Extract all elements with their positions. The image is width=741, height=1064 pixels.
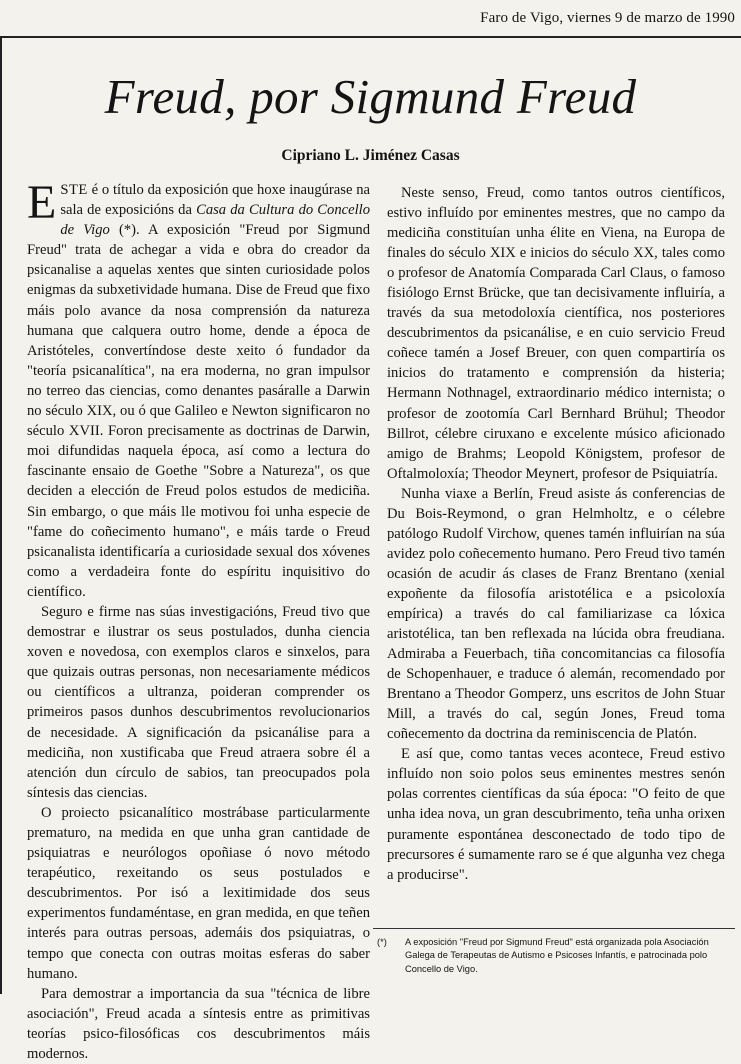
- footnote-text: A exposición "Freud por Sigmund Freud" está organizada pola Asociación Galega de Terapeutas de Autismo e Psicoses Infantís, e patrocinada polo Concello de Vigo.: [405, 937, 709, 974]
- paragraph-7: E así que, como tantas veces acontece, Freud estivo influído non soio polos seus eminentes mestres senón polas correntes científicas da súa época: "O feito de que unha idea nova, un gran descubrimento, teña unha orixen puramente espontánea desconectado de todo tipo de precursores é sumamente raro se é que algunha vez chega a producirse".: [387, 746, 725, 883]
- footnote-mark: (*): [377, 937, 387, 947]
- paragraph-2: Seguro e firme nas súas investigacións, Freud tivo que demostrar e ilustrar os seus postulados, dunha ciencia xoven e novedosa, con exemplos claros e sinxelos, para que quizais outras personas, non necesariamente médicos ou científicos a ultranza, poideran comprender os primeiros pasos dunhos descubrimentos revolucionarios de necesidade. A significación da psicanálise para a mediciña, non xustificaba que Freud atraera sobre él a atención dun círculo de sabios, tan preocupados pola síntesis das ciencias.: [27, 603, 370, 801]
- paragraph-1-text-b: (*). A exposición "Freud por Sigmund Freud" trata de achegar a vida e obra do creador da psicanalise a aquelas xentes que sinten curiosidade polos enigmas da subxetividade humana. Dise de Freud que fixo máis polo avance da nosa comprensión da natureza humana que calquera outro home, dende a época de Aristóteles, convertíndose deste xeito ó fundador da "teoría psicanalítica", na era moderna, no gran impulsor no terreo das ciencias, como denantes pasáralle a Darwin no século XIX, ou ó que Galileo e Newton significaron no século XVII. Foron precisamente as doctrinas de Darwin, moi difundidas naquela época, así como a lectura do fascinante ensaio de Goethe "Sobre a Natureza", os que deciden a elección de Freud polos estudos de mediciña. Sin embargo, o que máis lle motivou foi unha especie de "fame do coñecimento humano", e máis tarde o Freud psicanalista identificaría a curiosidade sexual dos xóvenes como a verdadeira fonte do espíritu inquisitivo do científico.: [27, 222, 370, 600]
- header-rule: [0, 36, 741, 38]
- venue-name: Casa da Cultura do Concello de Vigo: [60, 202, 370, 239]
- column-border: [0, 38, 2, 994]
- newspaper-dateline: Faro de Vigo, viernes 9 de marzo de 1990: [480, 10, 735, 26]
- paragraph-1-text-a: é o título da exposición que hoxe inaugúrase na sala de exposicións da: [60, 182, 370, 219]
- paragraph-4: Para demostrar a importancia da sua "técnica de libre asociación", Freud acada a síntesis entre as primitivas teorías psico-filosóficas cos descubrimentos máis modernos.: [27, 985, 370, 1063]
- article-column-left: [27, 176, 370, 1064]
- article-title: Freud, por Sigmund Freud: [104, 69, 637, 124]
- article-byline: Cipriano L. Jiménez Casas: [281, 147, 460, 164]
- footnote-rule: [373, 928, 735, 929]
- paragraph-1-opening: STE: [60, 182, 88, 198]
- drop-cap: E: [27, 176, 57, 229]
- article-column-right: [387, 183, 725, 885]
- paragraph-5: Neste senso, Freud, como tantos outros científicos, estivo influído por eminentes mestres, que no campo da mediciña constituían unha élite en Viena, na Europa de finales do século XIX e inicios do século XX, tales como o profesor de Anatomía Comparada Carl Claus, o famoso fisiólogo Ernst Brücke, que tan decisivamente influiría, a través da sua metodoloxía científica, nos posteriores descubrimentos da psicanálise, e en cuio servicio Freud coñece tamén a Josef Breuer, con quen compartiría os inicios do tratamento e comprensión da histeria; Hermann Nothnagel, extraordinario médico internista; o profesor de zootomía Carl Bernhard Brühul; Theodor Billrot, célebre ciruxano e excelente músico aficionado amigo de Brahms; Leopold Königstem, profesor de Oftalmoloxía; Theodor Meynert, profesor de Psiquiatría.: [387, 185, 725, 482]
- footnote: [373, 936, 735, 976]
- paragraph-6: Nunha viaxe a Berlín, Freud asiste ás conferencias de Du Bois-Reymond, o gran Helmholtz, e o célebre patólogo Rudolf Virchow, quenes tamén influirían na súa avidez polo coñecemento humano. Pero Freud tivo tamén ocasión de acudir ás clases de Franz Brentano (xenial expoñente da filosofía aristotélica e a psicoloxía empírica) a través do cal familiarizase ca lóxica aristotélica, tan ben reflexada na lúcida obra freudiana. Admiraba a Feuerbach, tiña concomitancias ca filosofía de Schopenhauer, e traduce ó alemán, recomendado por Brentano a Theodor Gomperz, uns escritos de John Stuar Mill, a través do cal, según Jones, Freud toma coñecemento da doctrina da reminiscencia de Platón.: [387, 485, 725, 743]
- paragraph-3: O proiecto psicanalítico mostrábase particularmente prematuro, na medida en que unha gran cantidade de psiquiatras e neurólogos opoñiase ó novo método terapéutico, rexeitando os seus postulados e descubrimentos. Por isó a lexitimidade dos seus experimentos fundaméntase, en gran medida, en que teñen interés para outras persoas, ademáis dos psiquiatras, o tempo que conecta con outras moitas esferas do saber humano.: [27, 804, 370, 982]
- paragraph-1: [27, 176, 370, 602]
